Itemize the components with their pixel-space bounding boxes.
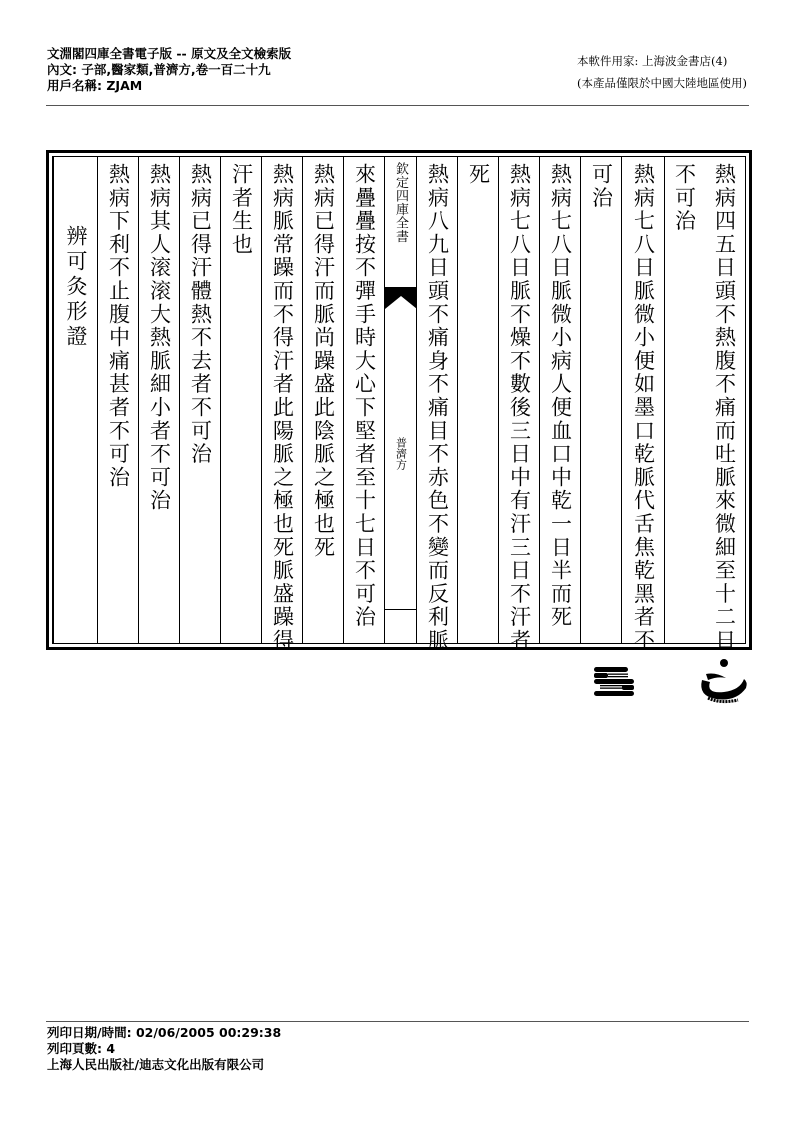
print-pages-row (47, 1041, 281, 1057)
text-column (664, 157, 703, 643)
print-datetime-value: 02/06/2005 00:29:38 (135, 1025, 282, 1040)
document-header-right (577, 50, 747, 94)
license-region: (本產品僅限於中國大陸地區使用) (577, 76, 747, 90)
text-column (416, 157, 457, 653)
text-column (539, 157, 580, 643)
page-frame (46, 150, 752, 653)
text-column-content: 熱病其人滚滚大熱脈細小者不可治 (147, 163, 172, 513)
page-spine-column (384, 157, 416, 643)
text-column-content: 熱病下利不止腹中痛甚者不可治 (106, 163, 131, 490)
page-inner-frame (52, 156, 746, 653)
text-column-content: 熱病脈常躁而不得汗者此陽脈之極也死脈盛躁得 (270, 163, 295, 653)
document-header-left (47, 46, 291, 94)
text-column (498, 157, 539, 653)
publisher-books-logo-icon (590, 658, 760, 708)
text-column-content: 熱病八九日頭不痛身不痛目不赤色不變而反利脈 (425, 163, 450, 653)
text-column (138, 157, 179, 643)
spine-foot-rule (385, 609, 416, 610)
publisher-name: 上海人民出版社/迪志文化出版有限公司 (47, 1057, 265, 1072)
text-column (261, 157, 302, 653)
text-column (220, 157, 261, 643)
text-column-content: 不可治 (672, 163, 697, 233)
licensee: 本軟件用家: 上海波金書店(4) (577, 54, 728, 68)
user-name-row (47, 78, 291, 94)
text-column (343, 157, 384, 643)
text-column-content: 熱病四五日頭不熱腹不痛而吐脈來微細至十二日 (712, 163, 737, 653)
header-divider (46, 105, 749, 106)
dizhi-culture-logo-icon (701, 659, 746, 702)
text-column (457, 157, 498, 643)
print-datetime-label: 列印日期/時間: (47, 1025, 132, 1040)
footer-divider (46, 1021, 749, 1022)
text-column (703, 157, 745, 653)
text-column-content: 熱病已得汗而脈尚躁盛此陰脈之極也死 (311, 163, 336, 560)
text-column (179, 157, 220, 643)
publisher-logos (590, 658, 760, 708)
text-column-content: 熱病已得汗體熱不去者不可治 (188, 163, 213, 466)
print-pages-value: 4 (106, 1041, 116, 1056)
text-column-content: 可治 (589, 163, 614, 210)
print-datetime-row (47, 1025, 281, 1041)
text-column-content: 汗者生也 (229, 163, 254, 257)
user-name-label: 用戶名稱: (47, 78, 102, 93)
text-column (580, 157, 621, 643)
section-title-column (53, 157, 97, 643)
text-column (621, 157, 664, 653)
text-column (97, 157, 138, 643)
fishtail-mark-icon (385, 287, 417, 309)
text-column-content: 熱病七八日脈微小病人便血口中乾一日半而死 (548, 163, 573, 629)
spine-book-title: 普濟方 (394, 437, 408, 470)
content-path: 內文: 子部,醫家類,普濟方,卷一百二十九 (47, 62, 271, 77)
text-column-content: 來疊疊按不彈手時大心下堅者至十七日不可治 (352, 163, 377, 629)
text-column-content: 死 (466, 163, 491, 187)
document-footer (47, 1025, 281, 1073)
section-title: 辨可灸形證 (64, 225, 88, 350)
spine-title: 欽定四庫全書 (393, 162, 408, 243)
edition-title: 文淵閣四庫全書電子版 -- 原文及全文檢索版 (47, 46, 292, 61)
print-pages-label: 列印頁數: (47, 1041, 102, 1056)
user-name-value: ZJAM (106, 78, 143, 93)
text-column-content: 熱病七八日脈不燥不數後三日中有汗三日不汗者 (507, 163, 532, 653)
text-column-content: 熱病七八日脈微小便如墨口乾脈代舌焦乾黑者不 (631, 163, 656, 653)
text-column (302, 157, 343, 643)
